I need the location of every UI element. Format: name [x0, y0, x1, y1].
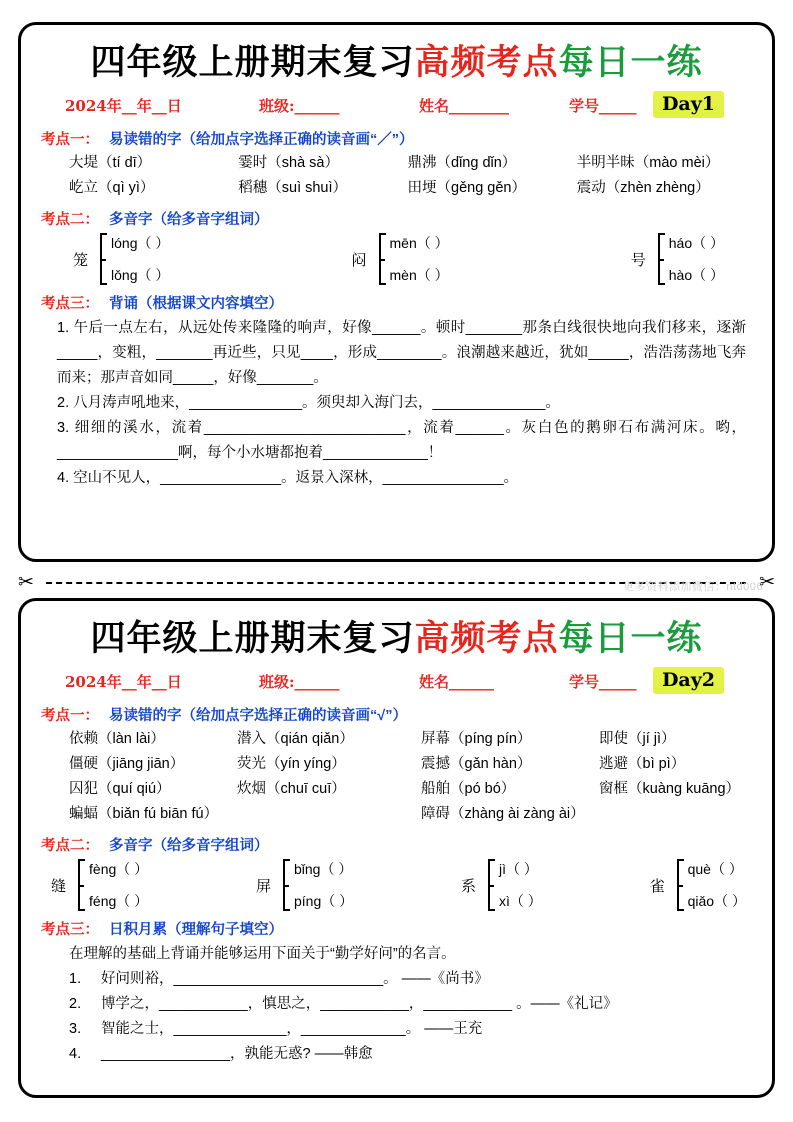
- day1-word-row: [69, 176, 746, 201]
- duoyinzi-top[interactable]: què（ ）: [687, 861, 743, 877]
- duoyinzi-bottom[interactable]: qiǎo（ ）: [687, 893, 746, 909]
- day2-section2-label: 考点二：: [41, 838, 99, 854]
- day2-date-field[interactable]: 2024年__年__日: [65, 673, 182, 691]
- day1-title-part2: 高频考点: [414, 42, 559, 83]
- duoyinzi-char: 系: [460, 877, 476, 895]
- day1-paragraph[interactable]: 4. 空山不见人，_______________。返景入深林，_______________。: [57, 470, 519, 486]
- duoyinzi-bottom[interactable]: píng（ ）: [294, 893, 354, 909]
- day1-word-grid: [21, 151, 772, 201]
- day2-word-row: [69, 752, 746, 777]
- day2-section3-header: [41, 918, 772, 939]
- day1-section3-header: [41, 292, 772, 313]
- day2-title-part2: 高频考点: [414, 618, 559, 659]
- duoyinzi-item: [256, 859, 353, 911]
- day2-section3-label: 考点三：: [41, 922, 99, 938]
- duoyinzi-char: 号: [630, 251, 646, 269]
- day2-word-row: [69, 727, 746, 752]
- brace-icon: [653, 233, 665, 285]
- duoyinzi-lines: [499, 859, 542, 911]
- brace-icon: [73, 859, 85, 911]
- day1-duoyinzi-group: [21, 231, 772, 285]
- brace-icon: [483, 859, 495, 911]
- day2-word[interactable]: 屏幕（píng pín）: [421, 731, 532, 747]
- day2-word[interactable]: 囚犯（quí qiú）: [69, 781, 171, 797]
- day2-info-row: [21, 667, 772, 697]
- day1-section1-text: 易读错的字（给加点字选择正确的读音画“／”）: [109, 132, 414, 148]
- duoyinzi-char: 缝: [51, 877, 67, 895]
- duoyinzi-lines: [688, 859, 746, 911]
- day1-word[interactable]: 半明半昧（mào mèi）: [576, 155, 720, 171]
- list-item: [69, 1017, 746, 1042]
- day1-class-field[interactable]: 班级:______: [259, 97, 340, 115]
- day2-section3-text: 日积月累（理解句子填空）: [109, 922, 283, 938]
- duoyinzi-top[interactable]: fèng（ ）: [89, 861, 149, 877]
- item-number: 3.: [69, 1021, 82, 1037]
- duoyinzi-char: 雀: [649, 877, 665, 895]
- duoyinzi-lines: [669, 233, 724, 285]
- duoyinzi-item: [631, 233, 724, 285]
- day2-section2-header: [41, 834, 772, 855]
- day2-word[interactable]: 即使（jí jì）: [599, 731, 676, 747]
- item-number: 2.: [69, 996, 82, 1012]
- day1-word[interactable]: 田埂（gěng gěn）: [407, 180, 526, 196]
- day2-word-row: [69, 777, 746, 802]
- day1-word[interactable]: 屹立（qì yì）: [69, 180, 155, 196]
- duoyinzi-item: [351, 233, 448, 285]
- day2-class-field[interactable]: 班级:______: [259, 673, 340, 691]
- day2-word[interactable]: 炊烟（chuī cuī）: [237, 781, 346, 797]
- duoyinzi-char: 笼: [73, 251, 89, 269]
- day1-word-row: [69, 151, 746, 176]
- item-number: 4.: [69, 1046, 82, 1062]
- item-text[interactable]: ________________，孰能无惑? ——韩愈: [101, 1046, 373, 1062]
- day1-section1-label: 考点一：: [41, 132, 99, 148]
- day1-paragraph[interactable]: 1. 午后一点左右，从远处传来隆隆的响声，好像______。顿时_______那条白线很快地向我们移来，逐渐_____，变粗，_______再近些，只见____，形成________。浪潮越来越近，犹如_____，浩浩荡荡地飞奔而来；那声音如同_____，好像_______。: [57, 320, 746, 386]
- day2-word-grid: [21, 727, 772, 827]
- duoyinzi-item: [73, 233, 169, 285]
- day1-word[interactable]: 稻穗（suì shuì）: [238, 180, 348, 196]
- day2-word[interactable]: 荧光（yín yíng）: [237, 756, 346, 772]
- day2-word[interactable]: 逃避（bì pì）: [599, 756, 686, 772]
- duoyinzi-top[interactable]: lóng（ ）: [111, 235, 170, 251]
- day1-section2-label: 考点二：: [41, 212, 99, 228]
- day2-word-row: [69, 802, 746, 827]
- day1-title-part1: 四年级上册期末复习: [90, 42, 415, 83]
- day1-name-field[interactable]: 姓名________: [419, 97, 510, 115]
- day2-word[interactable]: 船舶（pó bó）: [421, 781, 516, 797]
- watermark-text: 更多资料添加微信：ntd006: [622, 581, 763, 593]
- day2-section1-label: 考点一：: [41, 708, 99, 724]
- day1-title: [21, 35, 772, 85]
- duoyinzi-bottom[interactable]: mèn（ ）: [389, 267, 449, 283]
- duoyinzi-bottom[interactable]: féng（ ）: [89, 893, 149, 909]
- day1-section3-text: 背诵（根据课文内容填空）: [109, 296, 283, 312]
- day2-section1-header: [41, 704, 772, 725]
- day2-card: [18, 598, 775, 1098]
- day2-lead-text: [21, 941, 772, 967]
- day1-date-field[interactable]: 2024年__年__日: [65, 97, 182, 115]
- day2-lead: 在理解的基础上背诵并能够运用下面关于“勤学好问”的名言。: [69, 946, 456, 962]
- list-item: [69, 967, 746, 992]
- item-number: 1.: [69, 971, 82, 987]
- day2-word[interactable]: 障碍（zhàng ài zàng ài）: [421, 806, 585, 822]
- brace-icon: [95, 233, 107, 285]
- list-item: [69, 1042, 746, 1067]
- duoyinzi-item: [51, 859, 148, 911]
- day1-section2-text: 多音字（给多音字组词）: [109, 212, 269, 228]
- duoyinzi-top[interactable]: bǐng（ ）: [294, 861, 353, 877]
- duoyinzi-lines: [294, 859, 353, 911]
- item-text[interactable]: 好问则裕，__________________________。 ——《尚书》: [101, 971, 489, 987]
- duoyinzi-item: [650, 859, 746, 911]
- day1-section1-header: [41, 128, 772, 149]
- duoyinzi-item: [461, 859, 542, 911]
- day1-word[interactable]: 大堤（tí dī）: [69, 155, 152, 171]
- day1-word[interactable]: 震动（zhèn zhèng）: [576, 180, 710, 196]
- duoyinzi-lines: [390, 233, 449, 285]
- duoyinzi-char: 屏: [255, 877, 271, 895]
- day1-word[interactable]: 鼎沸（dǐng dǐn）: [407, 155, 517, 171]
- day2-word[interactable]: 窗框（kuàng kuāng）: [599, 781, 741, 797]
- day1-paragraphs: [21, 315, 772, 491]
- day2-word[interactable]: 僵硬（jiāng jiān）: [69, 756, 185, 772]
- day2-section1-text: 易读错的字（给加点字选择正确的读音画“√”）: [109, 708, 407, 724]
- list-item: [69, 992, 746, 1017]
- duoyinzi-top[interactable]: háo（ ）: [668, 235, 724, 251]
- day2-day-badge: Day2: [653, 667, 724, 694]
- duoyinzi-top[interactable]: jì（ ）: [498, 861, 538, 877]
- day2-number-field[interactable]: 学号_____: [569, 673, 637, 691]
- brace-icon: [672, 859, 684, 911]
- day1-title-part3: 每日一练: [558, 42, 703, 83]
- day2-duoyinzi-group: [21, 857, 772, 911]
- day1-paragraph[interactable]: 3. 细细的溪水，流着_________________________，流着______。灰白色的鹅卵石布满河床。哟，_______________啊，每个小水塘都抱着_____________！: [57, 420, 746, 461]
- day1-number-field[interactable]: 学号_____: [569, 97, 637, 115]
- duoyinzi-bottom[interactable]: lǒng（ ）: [111, 267, 170, 283]
- day1-word[interactable]: 霎时（shà sà）: [238, 155, 339, 171]
- day2-title-part1: 四年级上册期末复习: [90, 618, 415, 659]
- day2-name-field[interactable]: 姓名______: [419, 673, 495, 691]
- duoyinzi-bottom[interactable]: hào（ ）: [668, 267, 724, 283]
- brace-icon: [374, 233, 386, 285]
- duoyinzi-char: 闷: [351, 251, 367, 269]
- duoyinzi-bottom[interactable]: xì（ ）: [498, 893, 542, 909]
- item-text[interactable]: 智能之士，______________，_____________。 ——王充: [101, 1021, 483, 1037]
- item-text[interactable]: 博学之，___________，慎思之，___________，___________ 。——《礼记》: [101, 996, 618, 1012]
- day1-section3-label: 考点三：: [41, 296, 99, 312]
- day1-section2-header: [41, 208, 772, 229]
- day2-quote-list: [21, 967, 772, 1067]
- duoyinzi-lines: [111, 233, 169, 285]
- day1-info-row: [21, 91, 772, 121]
- day2-title-part3: 每日一练: [558, 618, 703, 659]
- scissors-icon: ✂: [18, 572, 34, 593]
- scissors-icon: ✂: [759, 572, 775, 593]
- duoyinzi-top[interactable]: mēn（ ）: [389, 235, 449, 251]
- day2-word[interactable]: 潜入（qián qiǎn）: [237, 731, 354, 747]
- day2-word[interactable]: 震撼（gǎn hàn）: [421, 756, 532, 772]
- day1-day-badge: Day1: [653, 91, 724, 118]
- day2-word[interactable]: 蝙蝠（biǎn fú biān fú）: [69, 806, 219, 822]
- day2-title: [21, 611, 772, 661]
- duoyinzi-lines: [89, 859, 148, 911]
- day2-section2-text: 多音字（给多音字组词）: [109, 838, 269, 854]
- day1-card: [18, 22, 775, 562]
- day2-word[interactable]: 依赖（làn lài）: [69, 731, 165, 747]
- brace-icon: [278, 859, 290, 911]
- day1-paragraph[interactable]: 2. 八月涛声吼地来，______________。须臾却入海门去，______________。: [57, 395, 560, 411]
